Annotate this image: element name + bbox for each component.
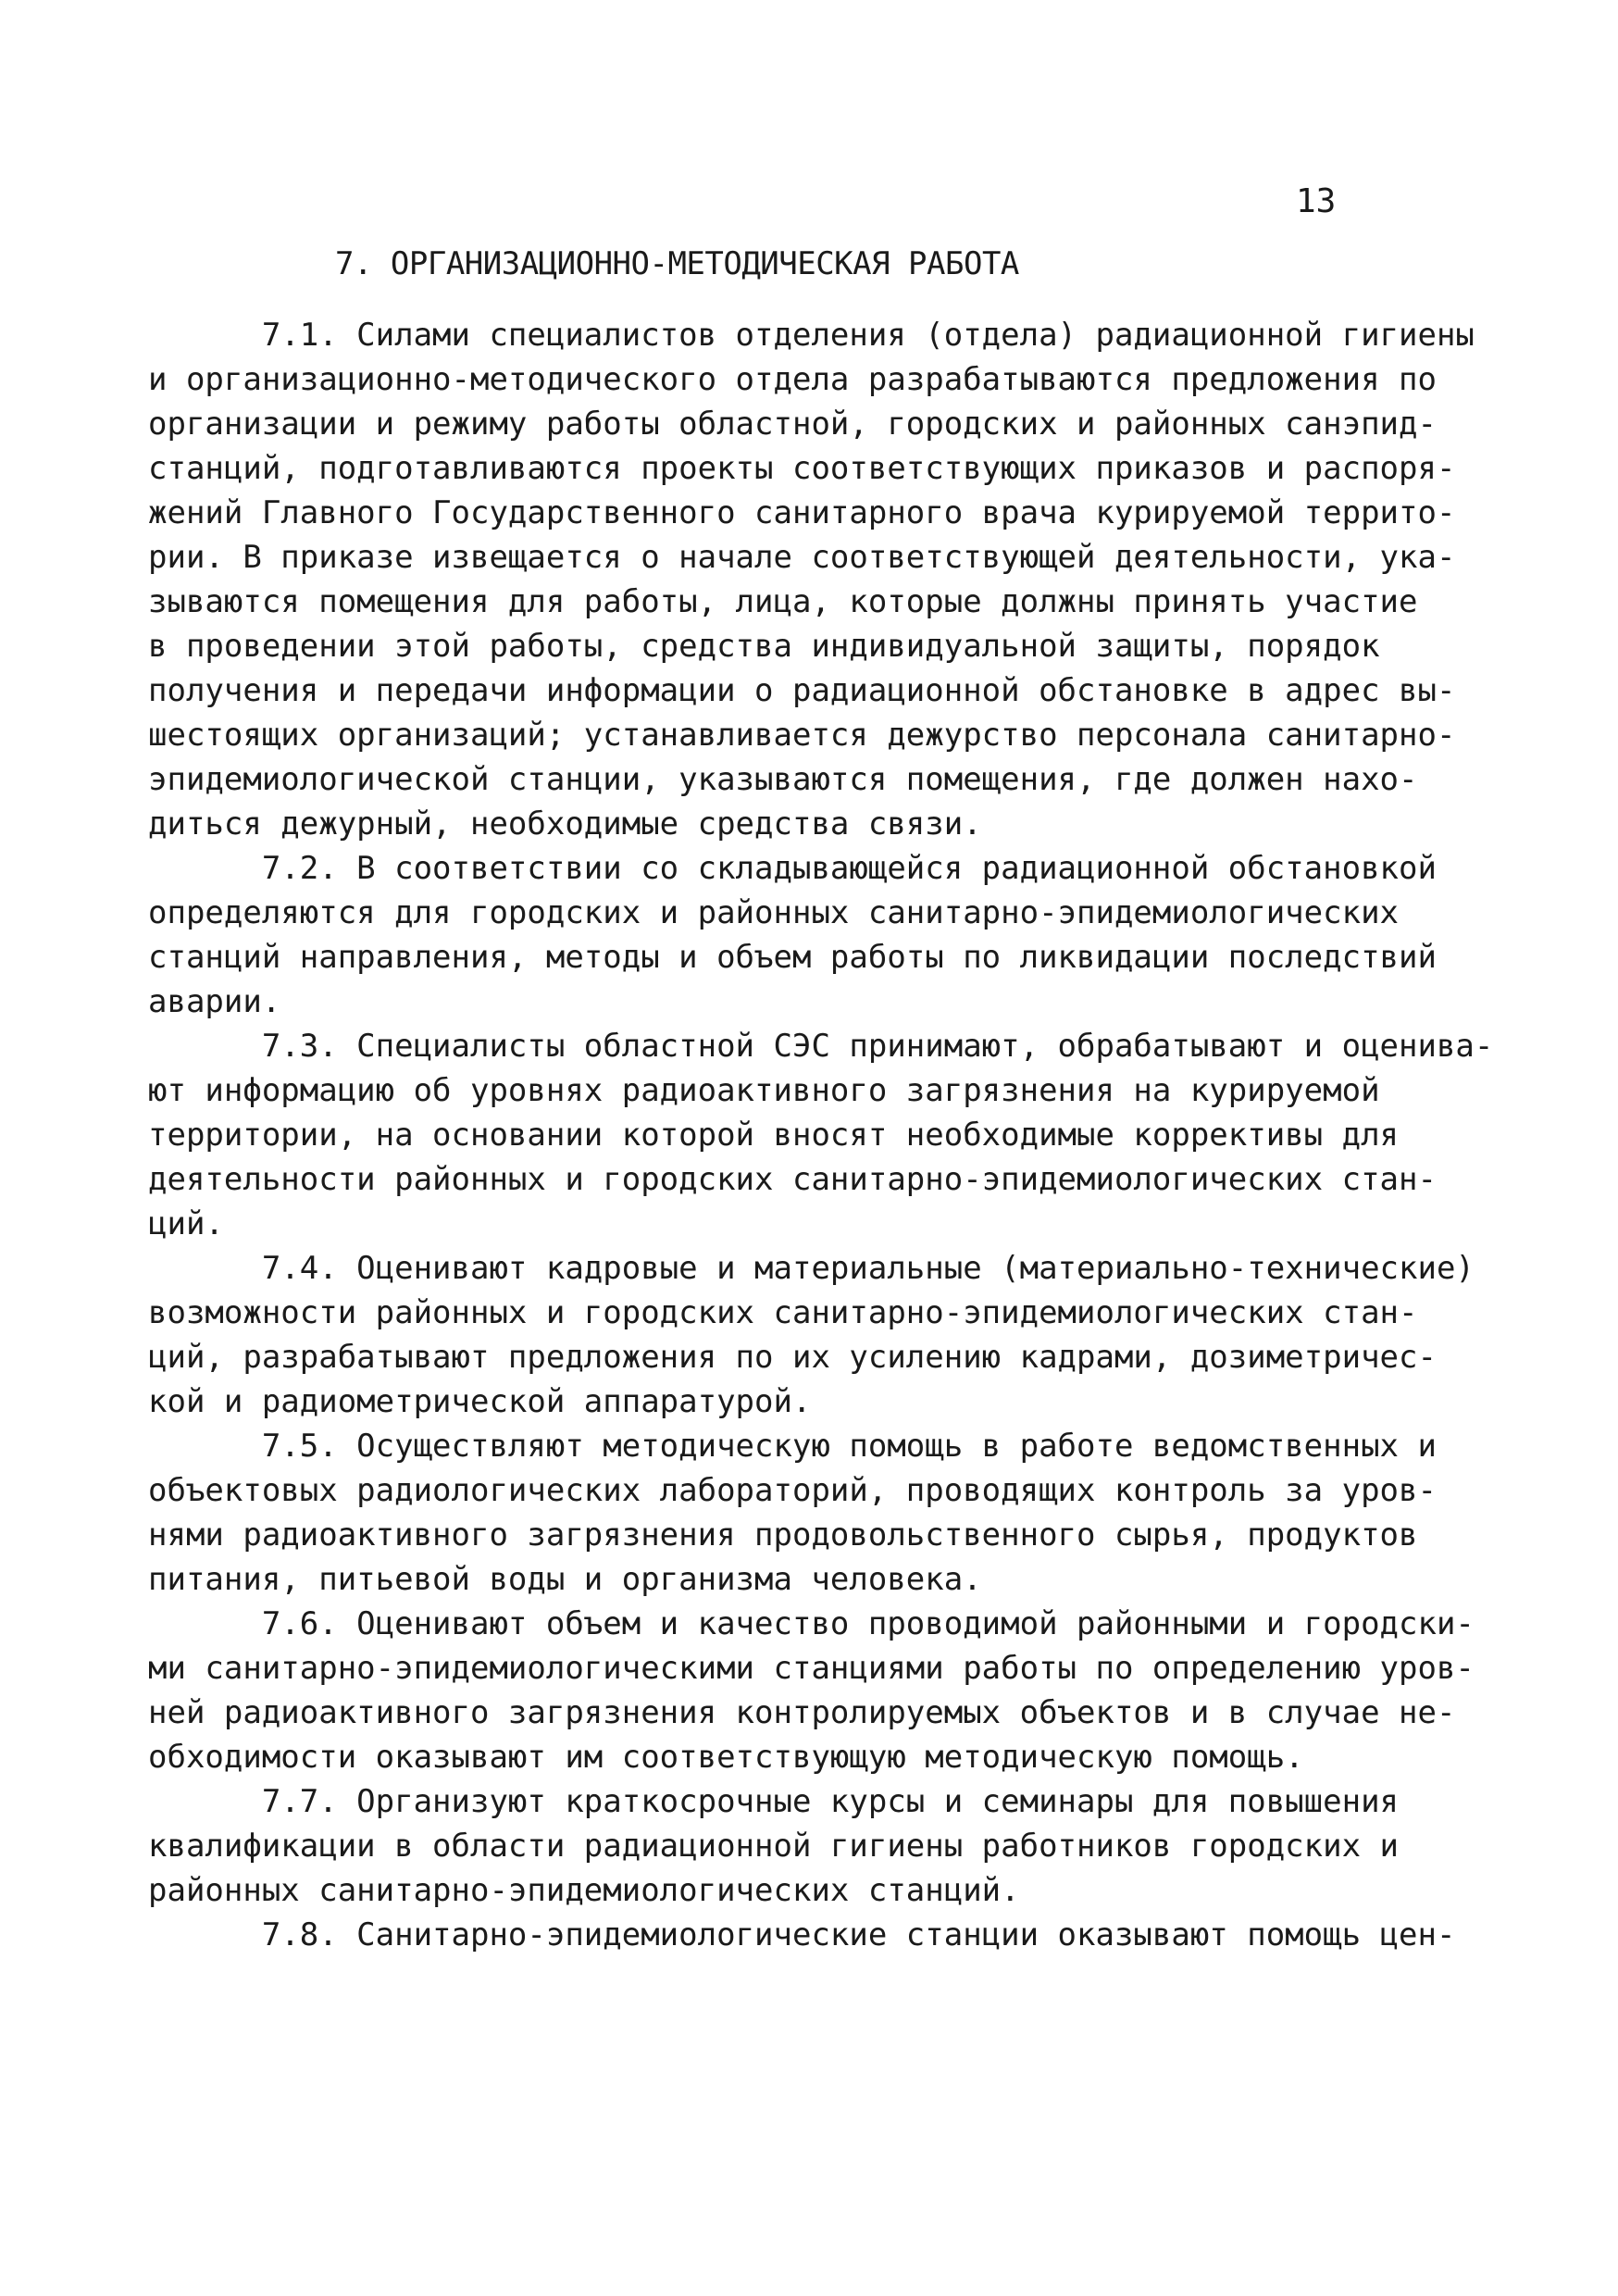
- text-line: в проведении этой работы, средства индивидуальной защиты, порядок: [148, 628, 1380, 665]
- text-line: эпидемиологической станции, указываются помещения, где должен нахо-: [148, 761, 1418, 798]
- text-line: 7.1. Силами специалистов отделения (отдела) радиационной гигиены: [148, 317, 1475, 354]
- text-line: ций.: [148, 1205, 224, 1242]
- text-line: кой и радиометрической аппаратурой.: [148, 1383, 812, 1420]
- text-line: ют информацию об уровнях радиоактивного загрязнения на курируемой: [148, 1072, 1380, 1109]
- text-line: 7.4. Оценивают кадровые и материальные (материально-технические): [148, 1250, 1475, 1287]
- text-line: и организационно-методического отдела разрабатываются предложения по: [148, 361, 1437, 398]
- text-line: обходимости оказывают им соответствующую методическую помощь.: [148, 1739, 1304, 1776]
- text-line: нями радиоактивного загрязнения продовольственного сырья, продуктов: [148, 1516, 1418, 1554]
- text-line: станций направления, методы и объем работы по ликвидации последствий: [148, 939, 1437, 976]
- text-line: территории, на основании которой вносят необходимые коррективы для: [148, 1117, 1400, 1154]
- text-line: получения и передачи информации о радиационной обстановке в адрес вы-: [148, 672, 1456, 709]
- text-line: определяются для городских и районных санитарно-эпидемиологических: [148, 894, 1400, 931]
- text-line: деятельности районных и городских санитарно-эпидемиологических стан-: [148, 1161, 1437, 1198]
- text-line: ней радиоактивного загрязнения контролируемых объектов и в случае не-: [148, 1694, 1456, 1731]
- text-line: 7.6. Оценивают объем и качество проводимой районными и городски-: [148, 1605, 1475, 1642]
- text-line: объектовых радиологических лабораторий, проводящих контроль за уров-: [148, 1472, 1437, 1509]
- text-line: 7.5. Осуществляют методическую помощь в работе ведомственных и: [148, 1428, 1437, 1465]
- text-line: возможности районных и городских санитарно-эпидемиологических стан-: [148, 1294, 1418, 1331]
- section-title: 7. ОРГАНИЗАЦИОННО-МЕТОДИЧЕСКАЯ РАБОТА: [335, 245, 1019, 282]
- text-line: рии. В приказе извещается о начале соответствующей деятельности, ука-: [148, 539, 1456, 576]
- text-line: диться дежурный, необходимые средства связи.: [148, 805, 982, 842]
- text-line: 7.2. В соответствии со складывающейся радиационной обстановкой: [148, 850, 1437, 887]
- text-line: шестоящих организаций; устанавливается дежурство персонала санитарно-: [148, 717, 1456, 754]
- text-line: станций, подготавливаются проекты соответствующих приказов и распоря-: [148, 450, 1456, 487]
- text-line: питания, питьевой воды и организма человека.: [148, 1561, 982, 1598]
- text-line: организации и режиму работы областной, городских и районных санэпид-: [148, 406, 1437, 443]
- text-line: районных санитарно-эпидемиологических станций.: [148, 1872, 1020, 1909]
- text-line: зываются помещения для работы, лица, которые должны принять участие: [148, 583, 1418, 620]
- text-line: ций, разрабатывают предложения по их усилению кадрами, дозиметричес-: [148, 1339, 1437, 1376]
- text-line: ми санитарно-эпидемиологическими станциями работы по определению уров-: [148, 1650, 1475, 1687]
- page-number: 13: [1296, 182, 1337, 220]
- text-line: жений Главного Государственного санитарного врача курируемой террито-: [148, 494, 1456, 531]
- text-line: 7.7. Организуют краткосрочные курсы и семинары для повышения: [148, 1783, 1400, 1820]
- text-line: 7.8. Санитарно-эпидемиологические станции оказывают помощь цен-: [148, 1916, 1456, 1953]
- text-line: аварии.: [148, 983, 281, 1020]
- text-line: квалификации в области радиационной гигиены работников городских и: [148, 1828, 1400, 1865]
- text-line: 7.3. Специалисты областной СЭС принимают, обрабатывают и оценива-: [148, 1028, 1494, 1065]
